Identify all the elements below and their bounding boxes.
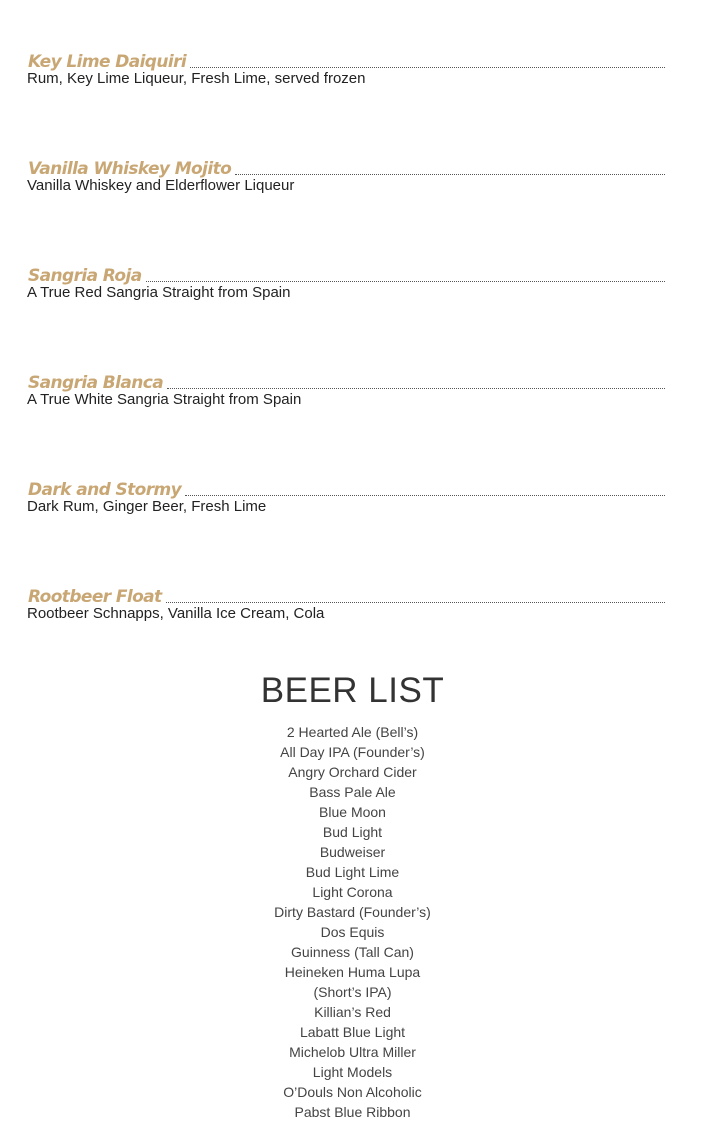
cocktail-description: Vanilla Whiskey and Elderflower Liqueur	[27, 177, 295, 194]
cocktail-name: Sangria Roja	[28, 266, 142, 286]
beer-list-item: Bud Light Lime	[305, 864, 400, 880]
beer-list	[0, 722, 705, 1122]
beer-list-item: Dos Equis	[320, 924, 385, 940]
cocktail-item	[28, 372, 665, 409]
beer-list-item: Killian’s Red	[314, 1004, 391, 1020]
cocktail-name: Dark and Stormy	[28, 480, 182, 500]
dotted-leader	[166, 601, 665, 603]
cocktail-description: Rum, Key Lime Liqueur, Fresh Lime, served frozen	[27, 70, 366, 87]
dotted-leader	[146, 280, 665, 282]
beer-list-item: Pabst Blue Ribbon	[294, 1104, 411, 1120]
cocktail-name: Key Lime Daiquiri	[28, 52, 187, 72]
beer-list-item: Light Models	[312, 1064, 393, 1080]
beer-list-item: Bud Light	[322, 824, 383, 840]
cocktail-name: Vanilla Whiskey Mojito	[28, 159, 232, 179]
cocktail-description: A True Red Sangria Straight from Spain	[27, 284, 291, 301]
cocktail-item	[28, 51, 665, 88]
beer-list-item: Budweiser	[319, 844, 386, 860]
beer-list-heading: BEER LIST	[260, 671, 445, 710]
cocktail-description: Dark Rum, Ginger Beer, Fresh Lime	[27, 498, 267, 515]
beer-list-item: O’Douls Non Alcoholic	[283, 1084, 422, 1100]
dotted-leader	[185, 494, 665, 496]
beer-list-item: Labatt Blue Light	[299, 1024, 406, 1040]
beer-list-item: Bass Pale Ale	[309, 784, 396, 800]
cocktail-item	[28, 158, 665, 195]
dotted-leader	[167, 387, 665, 389]
beer-list-item: Heineken Huma Lupa	[284, 964, 421, 980]
cocktail-name: Rootbeer Float	[28, 587, 162, 607]
beer-list-item: Michelob Ultra Miller	[289, 1044, 416, 1060]
dotted-leader	[190, 66, 665, 68]
beer-list-item: Light Corona	[312, 884, 393, 900]
dotted-leader	[235, 173, 665, 175]
cocktail-item	[28, 265, 665, 302]
beer-list-item: Blue Moon	[319, 804, 386, 820]
beer-list-item: Guinness (Tall Can)	[291, 944, 414, 960]
beer-list-item: All Day IPA (Founder’s)	[280, 744, 425, 760]
beer-list-item: (Short’s IPA)	[313, 984, 392, 1000]
cocktail-item	[28, 586, 665, 623]
cocktail-item	[28, 479, 665, 516]
beer-list-item: Angry Orchard Cider	[288, 764, 417, 780]
beer-list-item: 2 Hearted Ale (Bell’s)	[286, 724, 419, 740]
cocktail-description: A True White Sangria Straight from Spain	[27, 391, 302, 408]
cocktail-name: Sangria Blanca	[28, 373, 164, 393]
beer-list-item: Dirty Bastard (Founder’s)	[274, 904, 431, 920]
cocktail-description: Rootbeer Schnapps, Vanilla Ice Cream, Cola	[27, 605, 325, 622]
